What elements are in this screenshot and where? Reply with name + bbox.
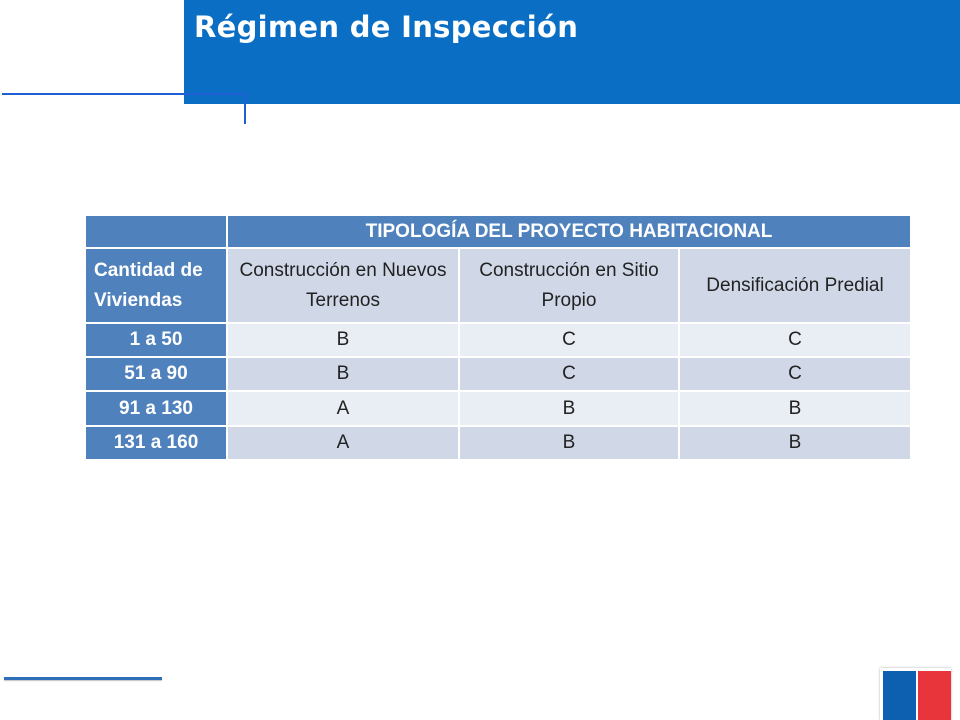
accent-line-horizontal xyxy=(2,93,246,95)
government-logo-icon xyxy=(880,668,951,720)
table-cell: B xyxy=(459,426,679,460)
table-cell: B xyxy=(679,391,911,425)
table-row xyxy=(85,357,911,391)
table-cell: C xyxy=(679,357,911,391)
inspection-table xyxy=(84,214,912,461)
row-label: 1 a 50 xyxy=(85,323,227,357)
table-corner-cell xyxy=(85,215,227,248)
slide-title: Régimen de Inspección xyxy=(194,10,579,44)
table-row xyxy=(85,323,911,357)
table-row xyxy=(85,426,911,460)
table-cell: A xyxy=(227,426,459,460)
group-header-cell: TIPOLOGÍA DEL PROYECTO HABITACIONAL xyxy=(227,215,911,248)
table-row xyxy=(85,391,911,425)
table-cell: B xyxy=(227,357,459,391)
table-cell: C xyxy=(459,357,679,391)
footer-accent-line xyxy=(4,677,162,680)
table-cell: C xyxy=(679,323,911,357)
table-cell: C xyxy=(459,323,679,357)
table-cell: B xyxy=(679,426,911,460)
column-header: Construcción en Nuevos Terrenos xyxy=(227,248,459,323)
table-cell: B xyxy=(227,323,459,357)
accent-line-vertical xyxy=(244,93,246,124)
table-column-header-row xyxy=(85,248,911,323)
table-group-header-row xyxy=(85,215,911,248)
row-label: 131 a 160 xyxy=(85,426,227,460)
column-header: Construcción en Sitio Propio xyxy=(459,248,679,323)
row-header-label: Cantidad de Viviendas xyxy=(85,248,227,323)
row-label: 51 a 90 xyxy=(85,357,227,391)
row-label: 91 a 130 xyxy=(85,391,227,425)
column-header: Densificación Predial xyxy=(679,248,911,323)
table-cell: A xyxy=(227,391,459,425)
table-cell: B xyxy=(459,391,679,425)
